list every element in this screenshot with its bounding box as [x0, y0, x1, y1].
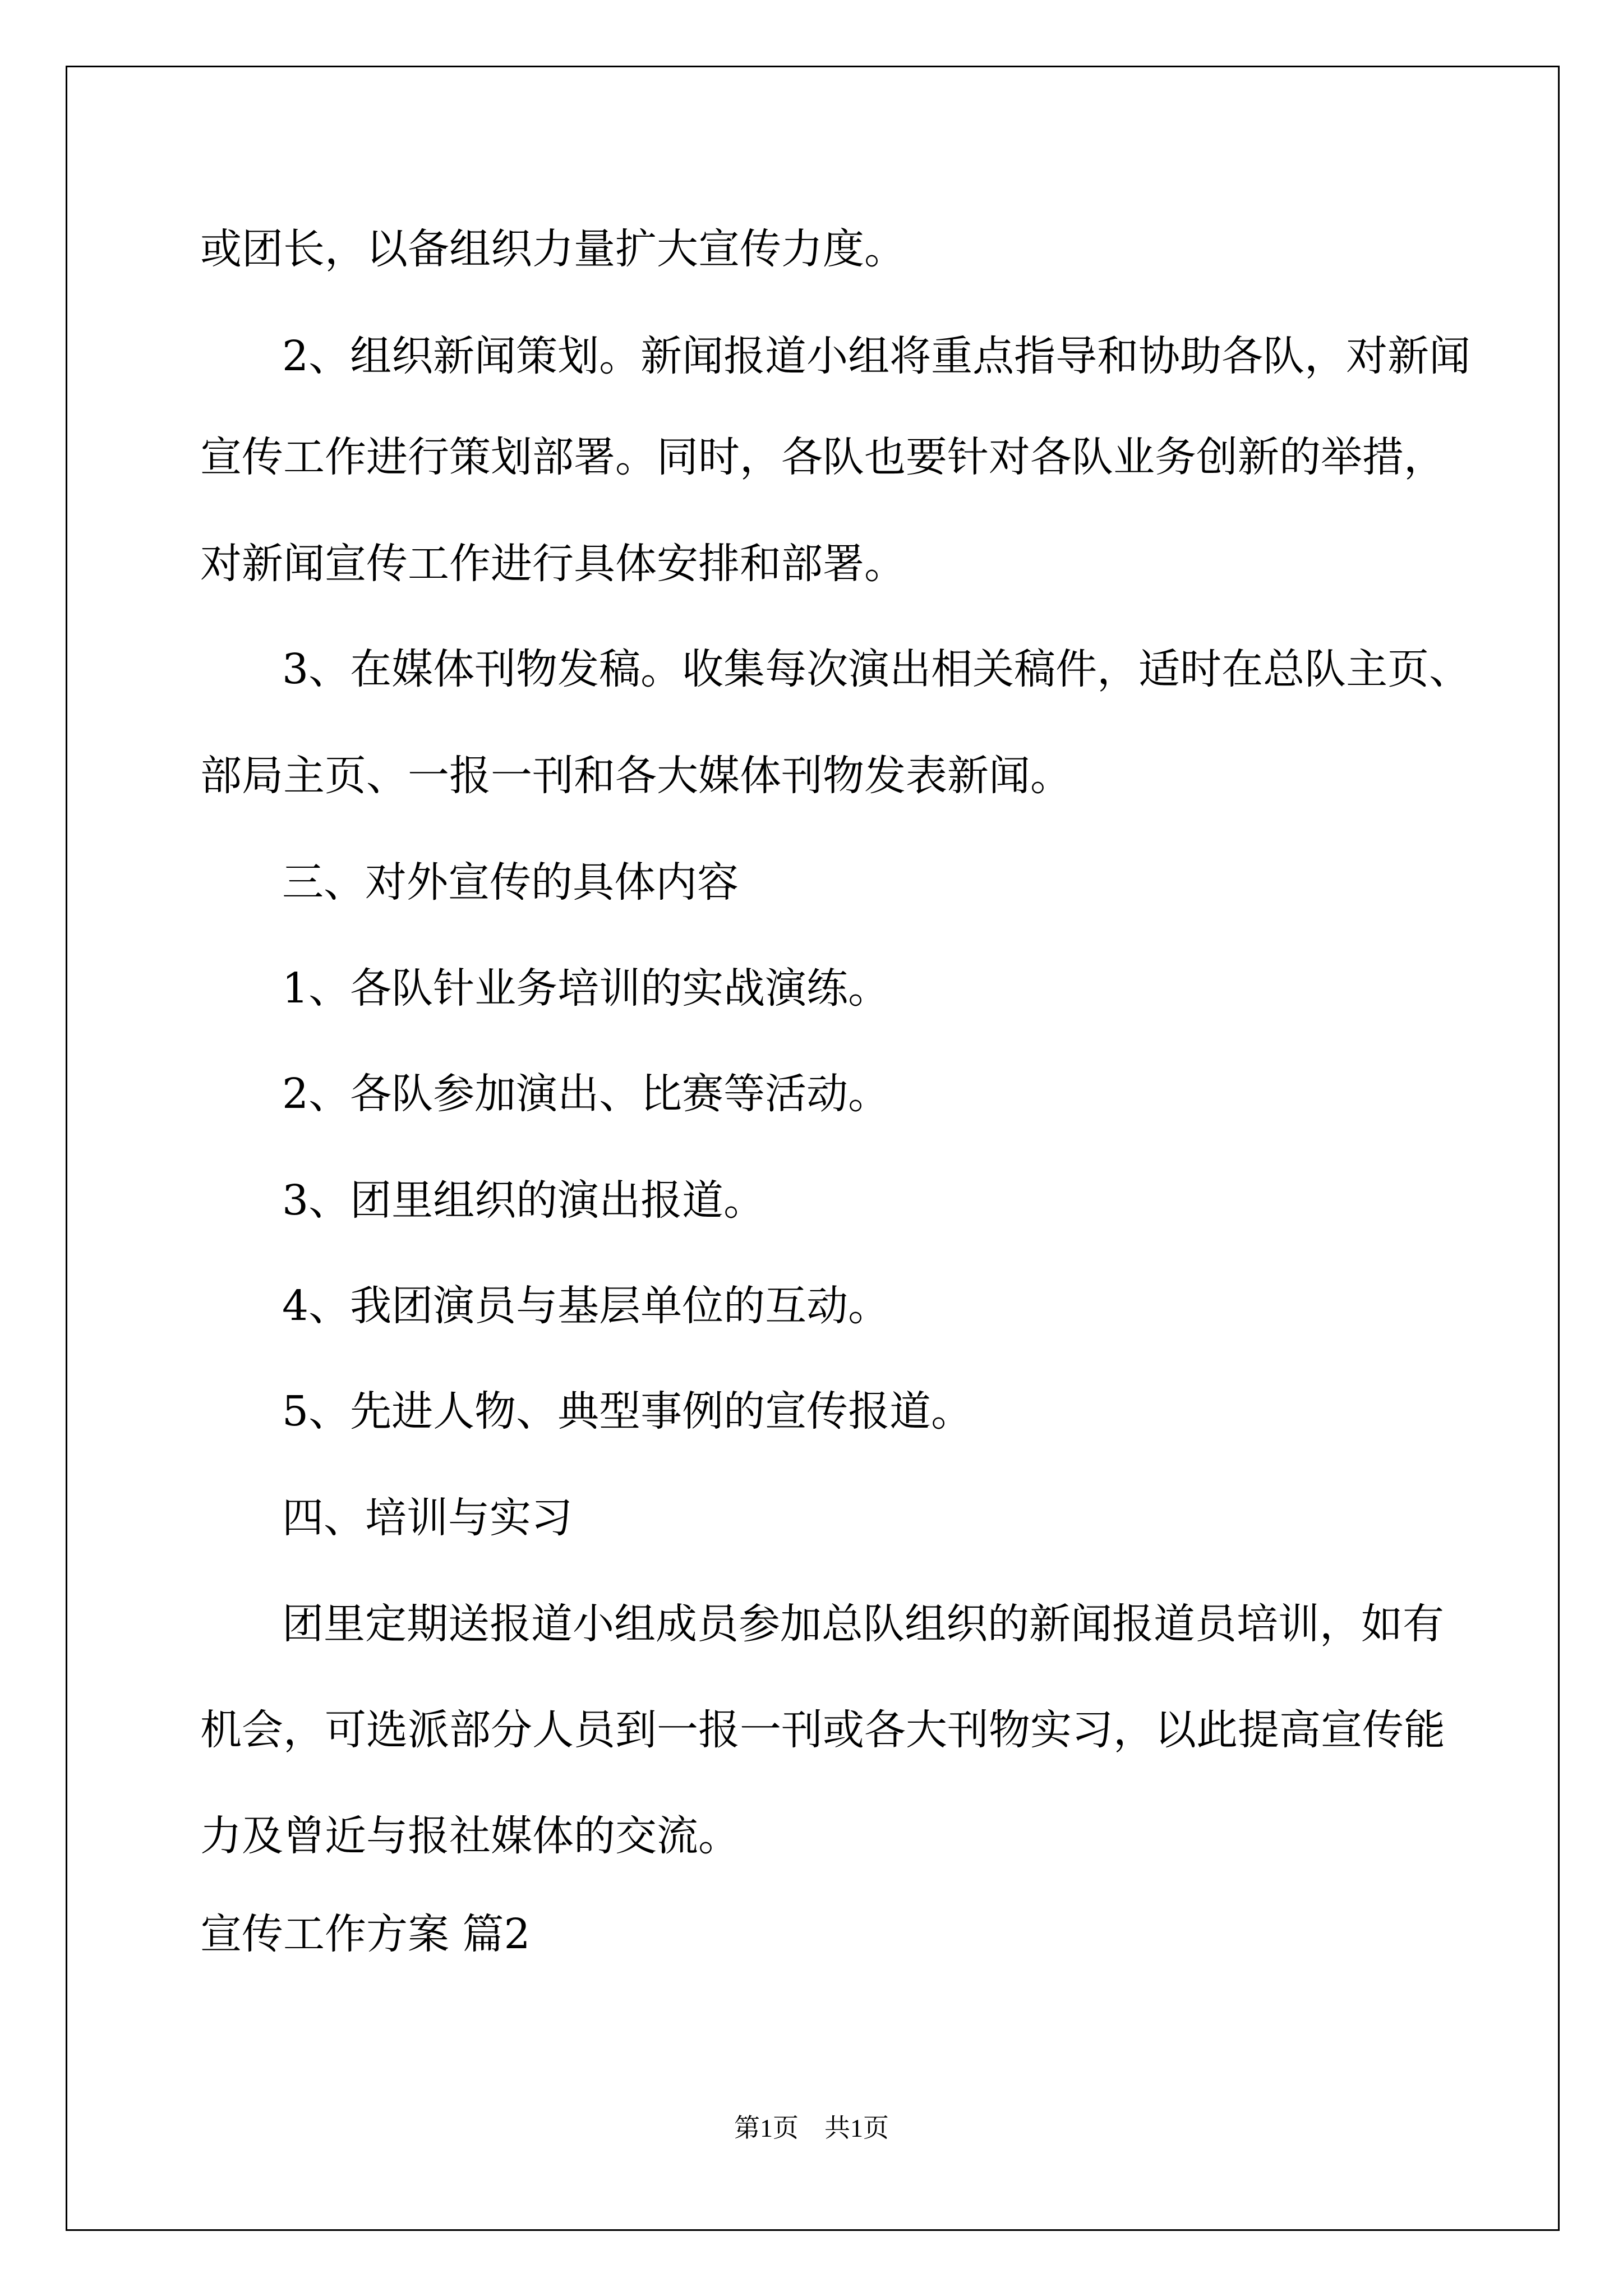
paragraph-line: 对新闻宣传工作进行具体安排和部署。 [200, 540, 906, 588]
list-item: 2、各队参加演出、比赛等活动。 [282, 1070, 890, 1118]
list-item: 1、各队针业务培训的实战演练。 [282, 964, 890, 1013]
paragraph-line: 机会，可选派部分人员到一报一刊或各大刊物实习，以此提高宣传能 [200, 1706, 1445, 1754]
page-footer: 第1页 共1页 [734, 2114, 889, 2142]
article-title: 宣传工作方案 篇2 [200, 1910, 531, 1958]
section-heading: 四、培训与实习 [282, 1494, 573, 1542]
list-item: 5、先进人物、典型事例的宣传报道。 [282, 1387, 973, 1435]
section-heading: 三、对外宣传的具体内容 [282, 858, 739, 907]
paragraph-line: 力及曾近与报社媒体的交流。 [200, 1812, 740, 1860]
paragraph-line: 部局主页、一报一刊和各大媒体刊物发表新闻。 [200, 752, 1072, 800]
paragraph-line: 3、在媒体刊物发稿。收集每次演出相关稿件，适时在总队主页、 [282, 645, 1471, 693]
paragraph-line: 宣传工作进行策划部署。同时，各队也要针对各队业务创新的举措， [200, 433, 1445, 481]
list-item: 4、我团演员与基层单位的互动。 [282, 1282, 890, 1330]
list-item: 3、团里组织的演出报道。 [282, 1176, 766, 1225]
paragraph-line: 2、组织新闻策划。新闻报道小组将重点指导和协助各队，对新闻 [282, 332, 1471, 380]
paragraph-line: 或团长，以备组织力量扩大宣传力度。 [200, 225, 906, 273]
paragraph-line: 团里定期送报道小组成员参加总队组织的新闻报道员培训，如有 [282, 1600, 1444, 1648]
